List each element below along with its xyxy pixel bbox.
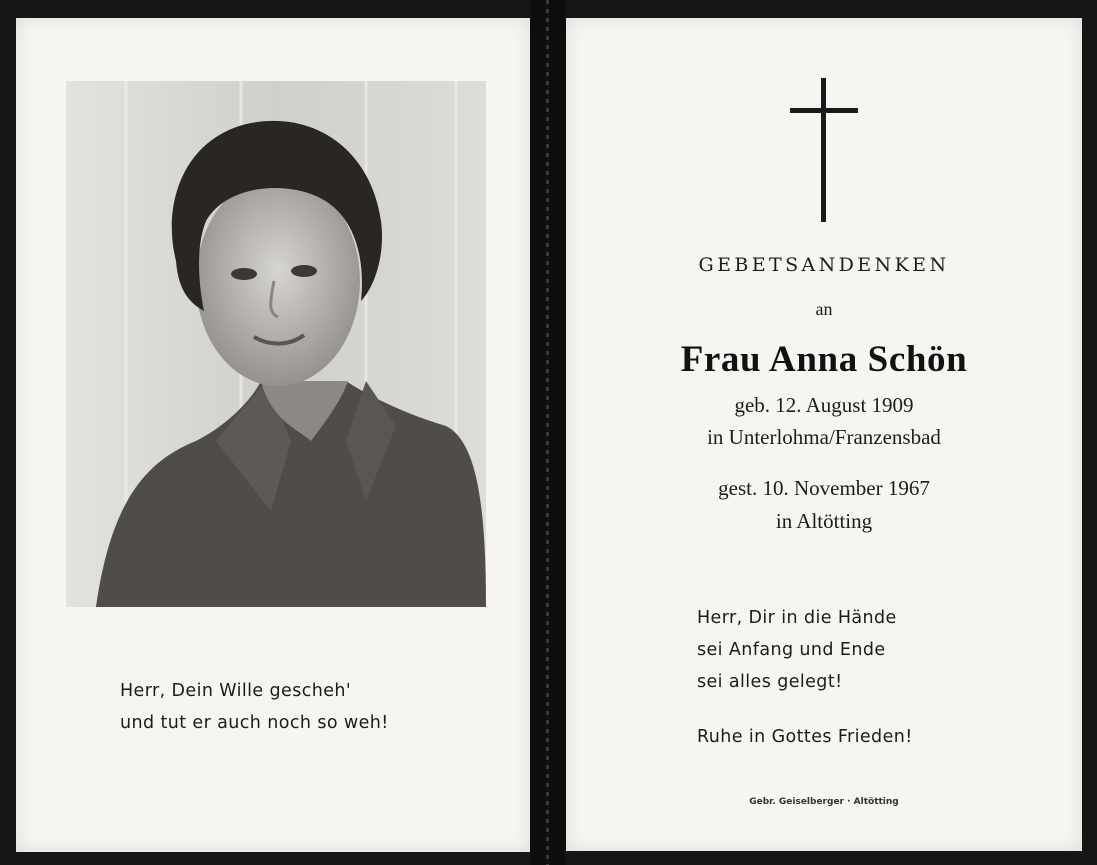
memorial-card-right-panel bbox=[566, 18, 1082, 851]
memorial-card-left-panel bbox=[16, 18, 530, 852]
right-verse-line: sei alles gelegt! bbox=[697, 672, 843, 692]
card-fold bbox=[530, 0, 566, 865]
closing-blessing: Ruhe in Gottes Frieden! bbox=[697, 727, 913, 747]
right-verse-line: Herr, Dir in die Hände bbox=[697, 608, 897, 628]
death-date: gest. 10. November 1967 bbox=[718, 476, 930, 500]
right-verse-line: sei Anfang und Ende bbox=[697, 640, 886, 660]
right-verse bbox=[697, 602, 1037, 698]
left-verse bbox=[120, 675, 480, 739]
card-heading: GEBETSANDENKEN bbox=[698, 254, 950, 276]
deceased-name: Frau Anna Schön bbox=[680, 339, 968, 380]
printer-imprint: Gebr. Geiselberger · Altötting bbox=[749, 797, 899, 807]
left-verse-line: Herr, Dein Wille gescheh' bbox=[120, 681, 352, 701]
left-verse-line: und tut er auch noch so weh! bbox=[120, 713, 389, 733]
heading-preposition: an bbox=[815, 299, 833, 319]
portrait-photo bbox=[66, 81, 486, 607]
death-place: in Altötting bbox=[775, 509, 873, 533]
cross-icon bbox=[790, 78, 858, 222]
birth-date: geb. 12. August 1909 bbox=[734, 393, 914, 417]
birth-place: in Unterlohma/Franzensbad bbox=[707, 425, 941, 449]
